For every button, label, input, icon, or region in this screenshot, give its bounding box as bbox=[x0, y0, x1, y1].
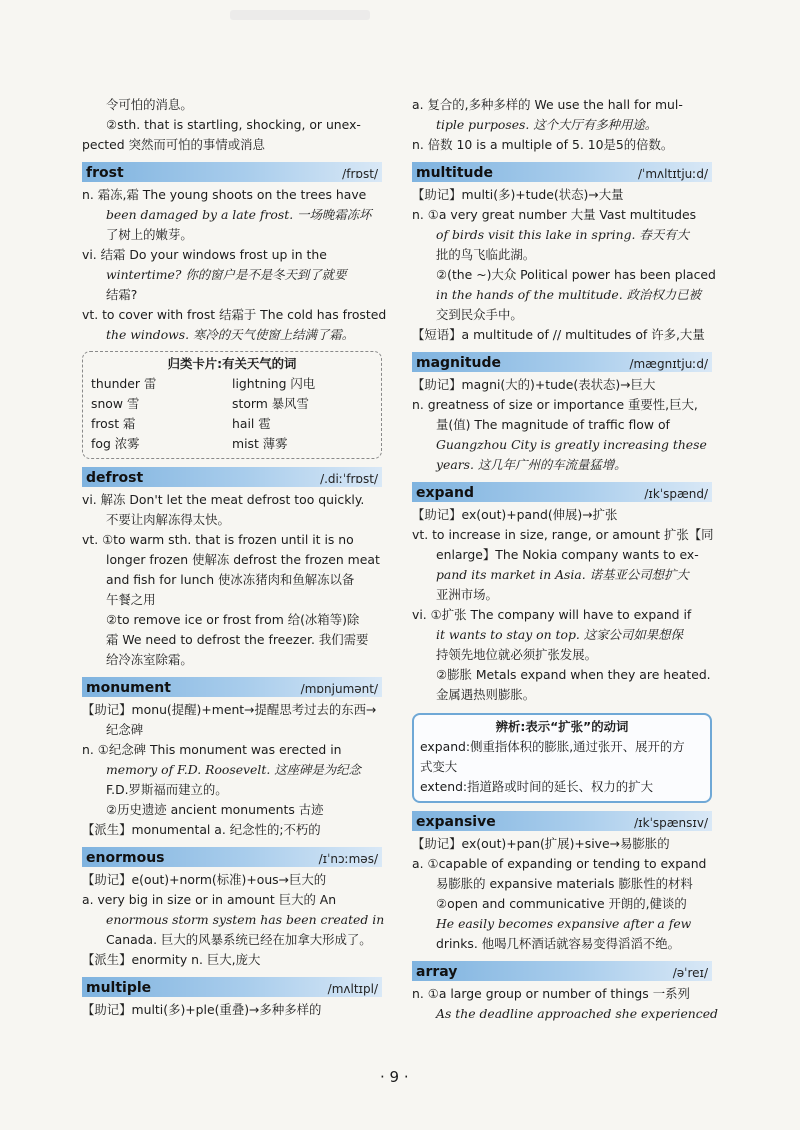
card-item: thunder 雷 bbox=[91, 376, 157, 391]
entry-head-frost bbox=[82, 162, 382, 182]
definition-line: it wants to stay on top. 这家公司如果想保 bbox=[436, 627, 683, 642]
definition-line: ②膨胀 Metals expand when they are heated. bbox=[436, 667, 711, 682]
entry-head-defrost bbox=[82, 467, 382, 487]
definition-line: vi. ①扩张 The company will have to expand if bbox=[412, 607, 692, 622]
card-line: expand:侧重指体积的膨胀,通过张开、展开的方 bbox=[420, 739, 685, 754]
definition-line: 亚洲市场。 bbox=[436, 587, 498, 602]
pronunciation: /ˈmʌltɪtjuːd/ bbox=[638, 167, 708, 181]
definition-line: the windows. 寒冷的天气使窗上结满了霜。 bbox=[106, 327, 355, 342]
card-item: snow 雪 bbox=[91, 396, 140, 411]
headword: defrost bbox=[86, 470, 144, 486]
definition-line: vt. to cover with frost 结霜于 The cold has frosted bbox=[82, 307, 387, 322]
definition-line: in the hands of the multitude. 政治权力已被 bbox=[436, 287, 701, 302]
expand-discrimination-card bbox=[412, 713, 712, 803]
definition-line: vt. ①to warm sth. that is frozen until it is no bbox=[82, 532, 354, 547]
entry-head-array bbox=[412, 961, 712, 981]
definition-line: 【助记】ex(out)+pan(扩展)+sive→易膨胀的 bbox=[412, 836, 670, 851]
definition-line: 【助记】magni(大的)+tude(表状态)→巨大 bbox=[412, 377, 656, 392]
definition-line: n. greatness of size or importance 重要性,巨大, bbox=[412, 397, 698, 412]
continued-text: pected 突然而可怕的事情或消息 bbox=[82, 137, 265, 152]
entry-head-multitude bbox=[412, 162, 712, 182]
continued-text: ②sth. that is startling, shocking, or unex- bbox=[106, 117, 361, 132]
headword: magnitude bbox=[416, 355, 501, 371]
definition-line: been damaged by a late frost. 一场晚霜冻坏 bbox=[106, 207, 372, 222]
definition-line: enormous storm system has been created in bbox=[106, 912, 385, 927]
definition-line: Canada. 巨大的风暴系统已经在加拿大形成了。 bbox=[106, 932, 372, 947]
page-header-mark bbox=[230, 10, 370, 20]
headword: monument bbox=[86, 680, 171, 696]
definition-line: ②历史遗迹 ancient monuments 古迹 bbox=[106, 802, 324, 817]
headword: multiple bbox=[86, 980, 152, 996]
definition-line: 交到民众手中。 bbox=[436, 307, 523, 322]
definition-line: 霜 We need to defrost the freezer. 我们需要 bbox=[106, 632, 369, 647]
definition-line: 批的鸟飞临此湖。 bbox=[436, 247, 536, 262]
definition-line: 午餐之用 bbox=[106, 592, 156, 607]
definition-line: ②open and communicative 开朗的,健谈的 bbox=[436, 896, 687, 911]
definition-line: As the deadline approached she experienced bbox=[436, 1006, 718, 1021]
definition-line: n. 霜冻,霜 The young shoots on the trees have bbox=[82, 187, 367, 202]
definition-line: vi. 结霜 Do your windows frost up in the bbox=[82, 247, 327, 262]
definition-line: 持领先地位就必须扩张发展。 bbox=[436, 647, 598, 662]
definition-line: 了树上的嫩芽。 bbox=[106, 227, 193, 242]
definition-line: 【派生】monumental a. 纪念性的;不朽的 bbox=[82, 822, 321, 837]
definition-line: of birds visit this lake in spring. 春天有大 bbox=[436, 227, 689, 242]
entry-head-monument bbox=[82, 677, 382, 697]
entry-head-expand bbox=[412, 482, 712, 502]
definition-line: n. ①纪念碑 This monument was erected in bbox=[82, 742, 342, 757]
right-column bbox=[412, 95, 718, 1024]
card-title: 归类卡片:有关天气的词 bbox=[167, 356, 297, 371]
entry-head-expansive bbox=[412, 811, 712, 831]
continued-text: tiple purposes. 这个大厅有多种用途。 bbox=[436, 117, 658, 132]
entry-head-magnitude bbox=[412, 352, 712, 372]
headword: multitude bbox=[416, 165, 494, 181]
entry-head-enormous bbox=[82, 847, 382, 867]
definition-line: n. ①a large group or number of things 一系列 bbox=[412, 986, 690, 1001]
definition-line: years. 这几年广州的车流量猛增。 bbox=[436, 457, 627, 472]
left-column bbox=[82, 95, 387, 1020]
definition-line: a. very big in size or in amount 巨大的 An bbox=[82, 892, 337, 907]
definition-line: memory of F.D. Roosevelt. 这座碑是为纪念 bbox=[106, 762, 361, 777]
continued-text: 令可怕的消息。 bbox=[106, 97, 193, 112]
pronunciation: /mɒnjumənt/ bbox=[300, 682, 378, 696]
card-title: 辨析:表示“扩张”的动词 bbox=[495, 719, 629, 734]
definition-line: 【短语】a multitude of // multitudes of 许多,大量 bbox=[412, 327, 705, 342]
pronunciation: /.diːˈfrɒst/ bbox=[320, 472, 378, 486]
definition-line: longer frozen 使解冻 defrost the frozen meat bbox=[106, 552, 380, 567]
definition-line: 不要让肉解冻得太快。 bbox=[106, 512, 230, 527]
pronunciation: /mʌltɪpl/ bbox=[327, 982, 378, 996]
definition-line: a. ①capable of expanding or tending to expand bbox=[412, 856, 707, 871]
card-item: frost 霜 bbox=[91, 416, 136, 431]
definition-line: He easily becomes expansive after a few bbox=[436, 916, 692, 931]
headword: enormous bbox=[86, 850, 165, 866]
continued-text: a. 复合的,多种多样的 We use the hall for mul- bbox=[412, 97, 683, 112]
headword: frost bbox=[86, 165, 124, 181]
card-line: 式变大 bbox=[420, 759, 458, 774]
definition-line: 金属遇热则膨胀。 bbox=[436, 687, 536, 702]
card-item: lightning 闪电 bbox=[232, 376, 316, 391]
definition-line: and fish for lunch 使冰冻猪肉和鱼解冻以备 bbox=[106, 572, 355, 587]
pronunciation: /ɪkˈspænsɪv/ bbox=[634, 816, 708, 830]
definition-line: 【助记】monu(提醒)+ment→提醒思考过去的东西→ bbox=[82, 702, 377, 717]
headword: array bbox=[416, 964, 458, 980]
definition-line: ②(the ~)大众 Political power has been placed bbox=[436, 267, 716, 282]
card-item: hail 雹 bbox=[232, 416, 271, 431]
pronunciation: /ɪkˈspænd/ bbox=[644, 487, 708, 501]
definition-line: n. ①a very great number 大量 Vast multitudes bbox=[412, 207, 697, 222]
definition-line: ②to remove ice or frost from 给(冰箱等)除 bbox=[106, 612, 360, 627]
continued-text: n. 倍数 10 is a multiple of 5. 10是5的倍数。 bbox=[412, 137, 674, 152]
definition-line: pand its market in Asia. 诺基亚公司想扩大 bbox=[436, 567, 689, 582]
card-item: mist 薄雾 bbox=[232, 436, 288, 451]
page-number: · 9 · bbox=[380, 1068, 409, 1086]
definition-line: vi. 解冻 Don't let the meat defrost too quickly. bbox=[82, 492, 365, 507]
card-item: storm 暴风雪 bbox=[232, 396, 309, 411]
card-line: extend:指道路或时间的延长、权力的扩大 bbox=[420, 779, 653, 794]
pronunciation: /əˈreɪ/ bbox=[672, 966, 708, 980]
definition-line: 易膨胀的 expansive materials 膨胀性的材料 bbox=[436, 876, 693, 891]
definition-line: 给冷冻室除霜。 bbox=[106, 652, 193, 667]
definition-line: 【派生】enormity n. 巨大,庞大 bbox=[82, 952, 261, 967]
definition-line: wintertime? 你的窗户是不是冬天到了就要 bbox=[106, 267, 347, 282]
entry-head-multiple bbox=[82, 977, 382, 997]
pronunciation: /frɒst/ bbox=[342, 167, 378, 181]
definition-line: enlarge】The Nokia company wants to ex- bbox=[436, 547, 699, 562]
definition-line: 【助记】ex(out)+pand(伸展)→扩张 bbox=[412, 507, 618, 522]
definition-line: 【助记】multi(多)+tude(状态)→大量 bbox=[412, 187, 624, 202]
definition-line: 【助记】e(out)+norm(标准)+ous→巨大的 bbox=[82, 872, 327, 887]
headword: expansive bbox=[416, 814, 496, 830]
definition-line: F.D.罗斯福而建立的。 bbox=[106, 782, 228, 797]
pronunciation: /mægnɪtjuːd/ bbox=[629, 357, 708, 371]
definition-line: Guangzhou City is greatly increasing these bbox=[436, 437, 707, 452]
definition-line: 纪念碑 bbox=[106, 722, 144, 737]
headword: expand bbox=[416, 485, 474, 501]
definition-line: 量(值) The magnitude of traffic flow of bbox=[436, 417, 670, 432]
pronunciation: /ɪˈnɔːməs/ bbox=[318, 852, 378, 866]
definition-line: vt. to increase in size, range, or amount 扩张【同 bbox=[412, 527, 714, 542]
card-item: fog 浓雾 bbox=[91, 436, 140, 451]
definition-line: drinks. 他喝几杯酒话就容易变得滔滔不绝。 bbox=[436, 936, 681, 951]
definition-line: 【助记】multi(多)+ple(重叠)→多种多样的 bbox=[82, 1002, 322, 1017]
definition-line: 结霜? bbox=[106, 287, 138, 302]
weather-words-card bbox=[82, 351, 382, 459]
